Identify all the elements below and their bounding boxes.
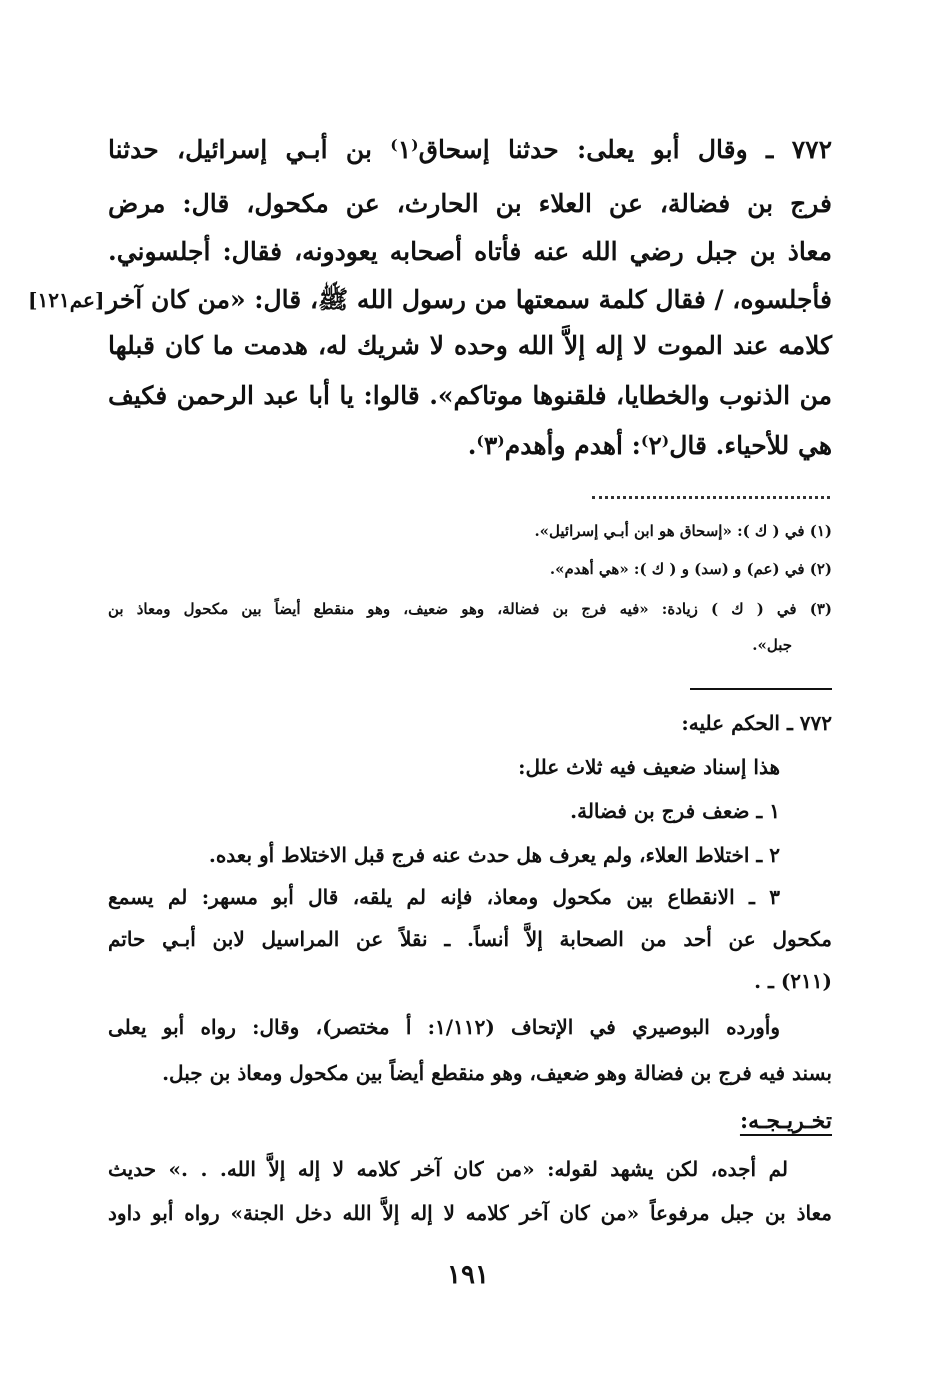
verdict-intro: هذا إسناد ضعيف فيه ثلاث علل: bbox=[518, 755, 780, 779]
defect-item-continuation: مكحول عن أحد من الصحابة إلاَّ أنساً. ـ نقلاً عن المراسيل لابن أبـي حاتم bbox=[108, 927, 832, 951]
defect-item-continuation: (٢١١) ـ . bbox=[754, 969, 832, 993]
main-text-line: معاذ بن جبل رضي الله عنه فأتاه أصحابه يعودونه، فقال: أجلسوني. bbox=[108, 237, 832, 266]
main-text-line: ٧٧٢ ـ وقال أبو يعلى: حدثنا إسحاق⁽١⁾ بن أبـي إسرائيل، حدثنا bbox=[108, 135, 833, 164]
takhrij-paragraph: معاذ بن جبل مرفوعاً «من كان آخر كلامه لا إله إلاَّ الله دخل الجنة» رواه أبو داود bbox=[108, 1201, 832, 1225]
defect-item: ٣ ـ الانقطاع بين مكحول ومعاذ، فإنه لم يلقه، قال أبو مسهر: لم يسمع bbox=[108, 885, 780, 909]
busiri-paragraph: بسند فيه فرج بن فضالة وهو ضعيف، وهو منقطع أيضاً بين مكحول ومعاذ بن جبل. bbox=[162, 1061, 832, 1085]
main-text-line: من الذنوب والخطايا، فلقنوها موتاكم». قالوا: يا أبا عبد الرحمن فكيف bbox=[108, 381, 832, 410]
section-rule bbox=[690, 688, 832, 690]
takhrij-paragraph: لم أجده، لكن يشهد لقوله: «من كان آخر كلامه لا إله إلاَّ الله. . .» حديث bbox=[108, 1157, 788, 1181]
manuscript-margin-note: [عم١٢١] bbox=[28, 288, 105, 312]
busiri-paragraph: وأورده البوصيري في الإتحاف (١/١١٢: أ مختصر)، وقال: رواه أبو يعلى bbox=[108, 1015, 780, 1039]
footnote-continuation: جبل». bbox=[752, 636, 792, 654]
section-heading: ٧٧٢ ـ الحكم عليه: bbox=[681, 711, 832, 735]
defect-item: ٢ ـ اختلاط العلاء، ولم يعرف هل حدث عنه فرج قبل الاختلاط أو بعده. bbox=[208, 843, 780, 867]
main-text-line: هي للأحياء. قال⁽٢⁾: أهدم وأهدم⁽٣⁾. bbox=[467, 431, 832, 460]
footnote-separator bbox=[592, 484, 830, 499]
footnote: (٣) في ( ك ) زيادة: «فيه فرج بن فضالة، وهو ضعيف، وهو منقطع أيضاً بين مكحول ومعاذ بن bbox=[108, 600, 832, 618]
footnote: (٢) في (عم) و (سد) و ( ك ): «هي أهدم». bbox=[549, 560, 832, 578]
page-number: ١٩١ bbox=[447, 1260, 489, 1290]
main-text-line: فأجلسوه، / فقال كلمة سمعتها من رسول الله ﷺ، قال: «من كان آخر bbox=[106, 285, 832, 314]
takhrij-heading bbox=[108, 1102, 832, 1140]
main-text-line: كلامه عند الموت لا إله إلاَّ الله وحده لا شريك له، هدمت ما كان قبلها bbox=[108, 331, 832, 360]
main-text-line: فرج بن فضالة، عن العلاء بن الحارث، عن مكحول، قال: مرض bbox=[108, 189, 832, 218]
footnote: (١) في ( ك ): «إسحاق هو ابن أبـي إسرائيل». bbox=[534, 522, 832, 540]
defect-item: ١ ـ ضعف فرج بن فضالة. bbox=[570, 799, 780, 823]
takhrij-heading-text: تخـريـجـه: bbox=[739, 1108, 832, 1134]
